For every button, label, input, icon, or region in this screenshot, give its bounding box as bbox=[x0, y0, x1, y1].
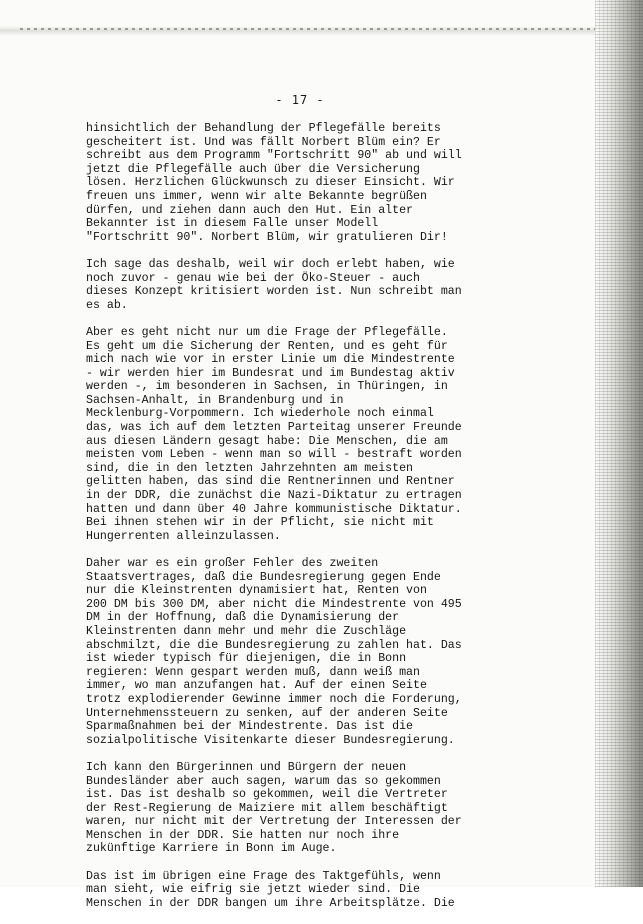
text-line: Unternehmenssteuern zu senken, auf der anderen Seite bbox=[86, 706, 448, 720]
text-line: Bei ihnen stehen wir in der Pflicht, sie nicht mit bbox=[86, 516, 434, 530]
text-line: Aber es geht nicht nur um die Frage der Pflegefälle. bbox=[86, 325, 448, 339]
text-line: dieses Konzept kritisiert worden ist. Nun schreibt man bbox=[86, 285, 462, 299]
text-line: sozialpolitische Visitenkarte dieser Bundesregierung. bbox=[86, 733, 455, 747]
text-line: Es geht um die Sicherung der Renten, und es geht für bbox=[86, 339, 448, 353]
text-line: meisten vom Leben - wenn man so will - bestraft worden bbox=[86, 448, 462, 462]
text-line: hatten und dann über 40 Jahre kommunistische Diktatur. bbox=[86, 502, 462, 516]
scan-top-rule bbox=[20, 28, 620, 30]
text-line: abschmilzt, die die Bundesregierung zu zahlen hat. Das bbox=[86, 638, 462, 652]
text-line: man sieht, wie eifrig sie jetzt wieder sind. Die bbox=[86, 883, 420, 897]
text-line: zukünftige Karriere in Bonn im Auge. bbox=[86, 842, 337, 856]
text-line: Bekannter ist in diesem Falle unser Modell bbox=[86, 217, 379, 231]
text-line: es ab. bbox=[86, 298, 128, 312]
text-line: werden -, im besonderen in Sachsen, in Thüringen, in bbox=[86, 380, 448, 394]
text-line: hinsichtlich der Behandlung der Pflegefälle bereits bbox=[86, 122, 441, 135]
text-line: Ich sage das deshalb, weil wir doch erlebt haben, wie bbox=[86, 257, 455, 271]
paragraph bbox=[86, 258, 516, 312]
text-line: regieren: Wenn gespart werden muß, dann weiß man bbox=[86, 665, 420, 679]
text-line: der Rest-Regierung de Maiziere mit allem beschäftigt bbox=[86, 801, 448, 815]
text-line: Kleinstrenten dann mehr und mehr die Zuschläge bbox=[86, 624, 407, 638]
text-line: gescheitert ist. Und was fällt Norbert Blüm ein? Er bbox=[86, 135, 441, 149]
text-line: sind, die in den letzten Jahrzehnten am meisten bbox=[86, 461, 413, 475]
text-line: Sachsen-Anhalt, in Brandenburg und in bbox=[86, 393, 344, 407]
text-line: Menschen in der DDR bangen um ihre Arbeitsplätze. Die bbox=[86, 896, 455, 910]
text-line: schreibt aus dem Programm "Fortschritt 90" ab und will bbox=[86, 149, 462, 163]
page-number: - 17 - bbox=[275, 93, 325, 107]
paragraph bbox=[86, 870, 516, 911]
paragraph bbox=[86, 761, 516, 856]
text-line: Ich kann den Bürgerinnen und Bürgern der neuen bbox=[86, 760, 407, 774]
text-line: immer, wo man anzufangen hat. Auf der einen Seite bbox=[86, 679, 427, 693]
text-line: - wir werden hier im Bundesrat und im Bundestag aktiv bbox=[86, 366, 455, 380]
text-line: gelitten haben, das sind die Rentnerinnen und Rentner bbox=[86, 475, 455, 489]
text-line: 200 DM bis 300 DM, aber nicht die Mindestrente von 495 bbox=[86, 597, 462, 611]
text-line: aus diesen Ländern gesagt habe: Die Menschen, die am bbox=[86, 434, 448, 448]
text-line: Das ist im übrigen eine Frage des Taktgefühls, wenn bbox=[86, 869, 441, 883]
text-line: Staatsvertrages, daß die Bundesregierung gegen Ende bbox=[86, 570, 441, 584]
text-line: Daher war es ein großer Fehler des zweiten bbox=[86, 557, 379, 570]
text-line: Sparmaßnahmen bei der Mindestrente. Das ist die bbox=[86, 720, 413, 734]
document-body bbox=[86, 122, 516, 924]
text-line: dürfen, und ziehen dann auch den Hut. Ein alter bbox=[86, 203, 413, 217]
paragraph bbox=[86, 326, 516, 544]
text-line: ist wieder typisch für diejenigen, die in Bonn bbox=[86, 652, 407, 666]
text-line: trotz explodierender Gewinne immer noch die Forderung, bbox=[86, 692, 462, 706]
text-line: "Fortschritt 90". Norbert Blüm, wir gratulieren Dir! bbox=[86, 230, 448, 244]
scan-right-edge bbox=[595, 0, 643, 887]
text-line: noch zuvor - genau wie bei der Öko-Steuer - auch bbox=[86, 271, 420, 285]
text-line: mich nach wie vor in erster Linie um die Mindestrente bbox=[86, 353, 455, 367]
text-line: lösen. Herzlichen Glückwunsch zu dieser Einsicht. Wir bbox=[86, 176, 455, 190]
paragraph bbox=[86, 122, 516, 244]
text-line: freuen uns immer, wenn wir alte Bekannte begrüßen bbox=[86, 189, 427, 203]
text-line: jetzt die Pflegefälle auch über die Versicherung bbox=[86, 162, 420, 176]
text-line: Menschen in der DDR. Sie hatten nur noch ihre bbox=[86, 828, 400, 842]
text-line: ist. Das ist deshalb so gekommen, weil die Vertreter bbox=[86, 788, 448, 802]
text-line: waren, nur nicht mit der Vertretung der Interessen der bbox=[86, 815, 462, 829]
text-line: Hungerrenten alleinzulassen. bbox=[86, 529, 281, 543]
text-line: Mecklenburg-Vorpommern. Ich wiederhole noch einmal bbox=[86, 407, 434, 421]
text-line: in der DDR, die zunächst die Nazi-Diktatur zu ertragen bbox=[86, 489, 462, 503]
text-line: Bundesländer aber auch sagen, warum das so gekommen bbox=[86, 774, 441, 788]
text-line: DM in der Hoffnung, daß die Dynamisierung der bbox=[86, 611, 400, 625]
paragraph bbox=[86, 557, 516, 747]
text-line: nur die Kleinstrenten dynamisiert hat, Renten von bbox=[86, 584, 427, 598]
text-line: das, was ich auf dem letzten Parteitag unserer Freunde bbox=[86, 421, 462, 435]
